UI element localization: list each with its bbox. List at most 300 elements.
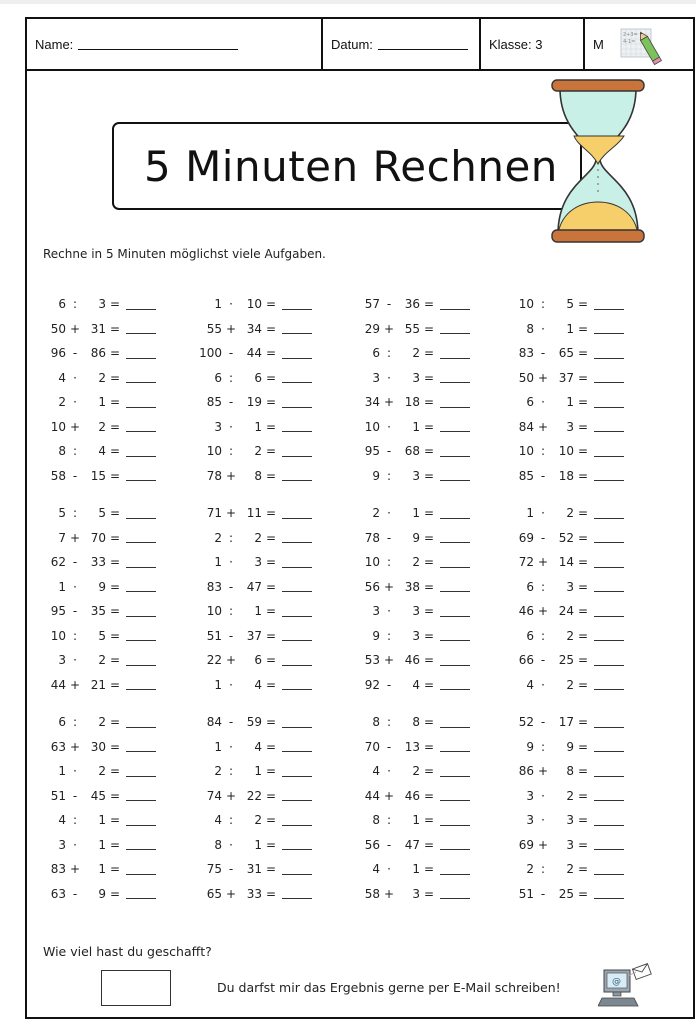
problem-row xyxy=(196,439,356,464)
answer-blank[interactable] xyxy=(126,888,156,899)
answer-blank[interactable] xyxy=(282,741,312,752)
operator: - xyxy=(228,715,234,730)
operand-b: 3 xyxy=(412,604,420,619)
operator: · xyxy=(387,604,391,619)
operand-b: 2 xyxy=(254,444,262,459)
operand-b: 1 xyxy=(98,837,106,852)
answer-blank[interactable] xyxy=(594,655,624,666)
operand-b: 2 xyxy=(98,764,106,779)
operand-b: 1 xyxy=(412,419,420,434)
answer-blank[interactable] xyxy=(594,446,624,457)
problem-row xyxy=(196,735,356,760)
operand-b: 2 xyxy=(566,788,574,803)
operand-b: 31 xyxy=(246,862,262,877)
operand-b: 24 xyxy=(558,604,574,619)
operator: : xyxy=(386,346,392,361)
answer-blank[interactable] xyxy=(282,397,312,408)
operand-a: 84 xyxy=(206,715,222,730)
operator: + xyxy=(537,764,549,779)
operator: · xyxy=(73,653,77,668)
problem-row xyxy=(354,501,514,526)
equals-sign: = xyxy=(423,395,435,410)
answer-blank[interactable] xyxy=(440,299,470,310)
answer-blank[interactable] xyxy=(282,839,312,850)
problem-row xyxy=(40,464,200,489)
equals-sign: = xyxy=(577,530,589,545)
answer-blank[interactable] xyxy=(126,397,156,408)
operand-a: 58 xyxy=(364,886,380,901)
operand-a: 83 xyxy=(206,579,222,594)
answer-blank[interactable] xyxy=(126,630,156,641)
equals-sign: = xyxy=(265,395,277,410)
operand-a: 95 xyxy=(364,444,380,459)
answer-blank[interactable] xyxy=(594,508,624,519)
operand-a: 10 xyxy=(206,604,222,619)
equals-sign: = xyxy=(109,395,121,410)
score-question: Wie viel hast du geschafft? xyxy=(43,944,212,959)
answer-blank[interactable] xyxy=(440,790,470,801)
answer-blank[interactable] xyxy=(594,888,624,899)
equals-sign: = xyxy=(265,468,277,483)
answer-blank[interactable] xyxy=(126,679,156,690)
operand-b: 45 xyxy=(90,788,106,803)
equals-sign: = xyxy=(577,370,589,385)
operand-a: 6 xyxy=(526,579,534,594)
answer-blank[interactable] xyxy=(440,741,470,752)
operand-b: 2 xyxy=(566,862,574,877)
answer-blank[interactable] xyxy=(282,581,312,592)
problem-row xyxy=(40,575,200,600)
problem-row xyxy=(354,550,514,575)
equals-sign: = xyxy=(577,419,589,434)
equals-sign: = xyxy=(423,813,435,828)
equals-sign: = xyxy=(577,739,589,754)
problem-row xyxy=(196,415,356,440)
problem-row xyxy=(354,575,514,600)
answer-blank[interactable] xyxy=(282,446,312,457)
answer-blank[interactable] xyxy=(594,557,624,568)
operand-a: 10 xyxy=(50,628,66,643)
answer-blank[interactable] xyxy=(594,348,624,359)
operator: : xyxy=(228,530,234,545)
answer-blank[interactable] xyxy=(282,679,312,690)
operand-a: 84 xyxy=(518,419,534,434)
equals-sign: = xyxy=(577,764,589,779)
equals-sign: = xyxy=(265,419,277,434)
problem-row xyxy=(196,366,356,391)
operand-b: 5 xyxy=(566,297,574,312)
equals-sign: = xyxy=(265,813,277,828)
equals-sign: = xyxy=(577,628,589,643)
svg-text:4-1=: 4-1= xyxy=(623,39,636,45)
operand-b: 2 xyxy=(98,653,106,668)
operand-a: 10 xyxy=(364,555,380,570)
answer-blank[interactable] xyxy=(440,679,470,690)
operator: + xyxy=(225,788,237,803)
operand-a: 83 xyxy=(50,862,66,877)
answer-blank[interactable] xyxy=(126,470,156,481)
operand-a: 3 xyxy=(526,813,534,828)
equals-sign: = xyxy=(423,653,435,668)
operator: : xyxy=(540,444,546,459)
operand-a: 1 xyxy=(214,297,222,312)
date-field[interactable] xyxy=(378,38,468,50)
answer-blank[interactable] xyxy=(440,815,470,826)
operator: + xyxy=(69,739,81,754)
problem-column xyxy=(40,292,200,488)
answer-blank[interactable] xyxy=(440,888,470,899)
equals-sign: = xyxy=(577,813,589,828)
answer-blank[interactable] xyxy=(282,348,312,359)
answer-blank[interactable] xyxy=(282,790,312,801)
operator: · xyxy=(229,837,233,852)
answer-blank[interactable] xyxy=(126,372,156,383)
answer-blank[interactable] xyxy=(126,655,156,666)
equals-sign: = xyxy=(109,321,121,336)
answer-blank[interactable] xyxy=(126,421,156,432)
equals-sign: = xyxy=(109,555,121,570)
operator: · xyxy=(73,764,77,779)
operand-b: 14 xyxy=(558,555,574,570)
answer-blank[interactable] xyxy=(126,741,156,752)
answer-blank[interactable] xyxy=(126,815,156,826)
operator: · xyxy=(387,764,391,779)
operand-b: 1 xyxy=(98,813,106,828)
equals-sign: = xyxy=(423,555,435,570)
equals-sign: = xyxy=(423,444,435,459)
equals-sign: = xyxy=(265,604,277,619)
operand-b: 1 xyxy=(566,395,574,410)
equals-sign: = xyxy=(109,715,121,730)
answer-blank[interactable] xyxy=(440,397,470,408)
answer-blank[interactable] xyxy=(126,839,156,850)
operator: · xyxy=(229,555,233,570)
operand-b: 1 xyxy=(412,862,420,877)
answer-blank[interactable] xyxy=(594,421,624,432)
problem-row xyxy=(40,833,200,858)
operand-b: 1 xyxy=(566,321,574,336)
operand-b: 1 xyxy=(412,813,420,828)
operand-a: 6 xyxy=(526,395,534,410)
answer-blank[interactable] xyxy=(440,717,470,728)
operand-a: 46 xyxy=(518,604,534,619)
operator: : xyxy=(386,813,392,828)
answer-blank[interactable] xyxy=(440,864,470,875)
problem-row xyxy=(196,464,356,489)
equals-sign: = xyxy=(109,346,121,361)
answer-blank[interactable] xyxy=(594,679,624,690)
operator: - xyxy=(540,886,546,901)
answer-blank[interactable] xyxy=(440,532,470,543)
operand-a: 85 xyxy=(518,468,534,483)
answer-blank[interactable] xyxy=(282,888,312,899)
answer-blank[interactable] xyxy=(594,815,624,826)
operator: : xyxy=(386,555,392,570)
svg-text:@: @ xyxy=(612,977,621,987)
operand-a: 66 xyxy=(518,653,534,668)
operand-b: 2 xyxy=(254,813,262,828)
equals-sign: = xyxy=(109,813,121,828)
answer-blank[interactable] xyxy=(126,606,156,617)
answer-blank[interactable] xyxy=(282,470,312,481)
operator: : xyxy=(72,506,78,521)
operator: : xyxy=(72,715,78,730)
answer-blank[interactable] xyxy=(282,717,312,728)
operand-b: 2 xyxy=(98,419,106,434)
answer-blank[interactable] xyxy=(594,766,624,777)
answer-blank[interactable] xyxy=(440,606,470,617)
answer-blank[interactable] xyxy=(594,581,624,592)
operand-a: 78 xyxy=(206,468,222,483)
answer-blank[interactable] xyxy=(440,655,470,666)
equals-sign: = xyxy=(577,653,589,668)
answer-blank[interactable] xyxy=(440,581,470,592)
answer-blank[interactable] xyxy=(594,323,624,334)
operand-b: 3 xyxy=(566,579,574,594)
answer-blank[interactable] xyxy=(126,557,156,568)
operand-b: 2 xyxy=(412,555,420,570)
answer-blank[interactable] xyxy=(594,864,624,875)
answer-blank[interactable] xyxy=(282,630,312,641)
operand-b: 1 xyxy=(98,862,106,877)
operand-b: 13 xyxy=(404,739,420,754)
problem-row xyxy=(196,648,356,673)
answer-blank[interactable] xyxy=(594,717,624,728)
answer-blank[interactable] xyxy=(440,766,470,777)
answer-blank[interactable] xyxy=(282,508,312,519)
equals-sign: = xyxy=(265,715,277,730)
operator: + xyxy=(537,555,549,570)
operator: - xyxy=(72,468,78,483)
problem-row xyxy=(508,882,668,907)
operator: + xyxy=(225,886,237,901)
operand-a: 2 xyxy=(372,506,380,521)
equals-sign: = xyxy=(577,321,589,336)
date-label: Datum: xyxy=(331,36,373,52)
operator: · xyxy=(541,395,545,410)
answer-blank[interactable] xyxy=(282,557,312,568)
answer-blank[interactable] xyxy=(126,446,156,457)
hourglass-icon xyxy=(548,74,648,246)
problem-row xyxy=(354,735,514,760)
operator: + xyxy=(383,395,395,410)
answer-blank[interactable] xyxy=(594,397,624,408)
equals-sign: = xyxy=(265,444,277,459)
operand-a: 53 xyxy=(364,653,380,668)
answer-blank[interactable] xyxy=(594,470,624,481)
operator: · xyxy=(229,677,233,692)
operand-a: 10 xyxy=(206,444,222,459)
answer-blank[interactable] xyxy=(440,470,470,481)
problem-row xyxy=(354,292,514,317)
operand-b: 3 xyxy=(566,813,574,828)
operand-a: 8 xyxy=(58,444,66,459)
problem-row xyxy=(196,550,356,575)
operator: + xyxy=(69,862,81,877)
equals-sign: = xyxy=(577,886,589,901)
answer-blank[interactable] xyxy=(126,864,156,875)
operand-a: 63 xyxy=(50,886,66,901)
problem-row xyxy=(196,882,356,907)
problem-row xyxy=(196,390,356,415)
equals-sign: = xyxy=(423,370,435,385)
operand-a: 52 xyxy=(518,715,534,730)
equals-sign: = xyxy=(265,628,277,643)
answer-blank[interactable] xyxy=(594,532,624,543)
answer-blank[interactable] xyxy=(594,299,624,310)
operator: : xyxy=(228,444,234,459)
equals-sign: = xyxy=(109,788,121,803)
operator: : xyxy=(72,813,78,828)
answer-blank[interactable] xyxy=(282,299,312,310)
answer-blank[interactable] xyxy=(440,557,470,568)
equals-sign: = xyxy=(265,677,277,692)
operand-a: 51 xyxy=(206,628,222,643)
answer-blank[interactable] xyxy=(126,717,156,728)
operand-a: 63 xyxy=(50,739,66,754)
operand-b: 25 xyxy=(558,653,574,668)
answer-blank[interactable] xyxy=(594,630,624,641)
operator: + xyxy=(69,530,81,545)
answer-blank[interactable] xyxy=(282,421,312,432)
operand-b: 47 xyxy=(404,837,420,852)
problem-row xyxy=(508,526,668,551)
equals-sign: = xyxy=(423,628,435,643)
operand-a: 4 xyxy=(372,764,380,779)
problem-row xyxy=(508,648,668,673)
operator: : xyxy=(540,579,546,594)
answer-blank[interactable] xyxy=(282,532,312,543)
operator: - xyxy=(540,653,546,668)
operator: · xyxy=(229,739,233,754)
answer-blank[interactable] xyxy=(440,372,470,383)
answer-blank[interactable] xyxy=(440,421,470,432)
answer-blank[interactable] xyxy=(282,864,312,875)
answer-blank[interactable] xyxy=(282,606,312,617)
operand-b: 46 xyxy=(404,788,420,803)
answer-blank[interactable] xyxy=(594,790,624,801)
operand-a: 2 xyxy=(214,530,222,545)
answer-blank[interactable] xyxy=(126,299,156,310)
operator: · xyxy=(229,297,233,312)
equals-sign: = xyxy=(109,530,121,545)
equals-sign: = xyxy=(265,788,277,803)
answer-blank[interactable] xyxy=(126,508,156,519)
problem-row xyxy=(508,808,668,833)
operator: - xyxy=(72,555,78,570)
answer-blank[interactable] xyxy=(126,766,156,777)
problem-row xyxy=(508,415,668,440)
problem-row xyxy=(354,784,514,809)
operand-b: 9 xyxy=(98,579,106,594)
answer-blank[interactable] xyxy=(126,323,156,334)
answer-blank[interactable] xyxy=(594,372,624,383)
equals-sign: = xyxy=(577,444,589,459)
operand-b: 2 xyxy=(98,715,106,730)
operator: - xyxy=(540,468,546,483)
equals-sign: = xyxy=(109,297,121,312)
answer-blank[interactable] xyxy=(594,839,624,850)
operator: - xyxy=(386,837,392,852)
score-box[interactable] xyxy=(101,970,171,1006)
operator: : xyxy=(540,739,546,754)
operand-b: 15 xyxy=(90,468,106,483)
problem-row xyxy=(354,710,514,735)
operator: - xyxy=(228,579,234,594)
equals-sign: = xyxy=(423,677,435,692)
operator: + xyxy=(69,677,81,692)
answer-blank[interactable] xyxy=(440,348,470,359)
name-cell xyxy=(27,19,323,69)
answer-blank[interactable] xyxy=(440,630,470,641)
operand-b: 11 xyxy=(246,506,262,521)
problem-row xyxy=(196,624,356,649)
operator: - xyxy=(72,886,78,901)
operand-b: 33 xyxy=(90,555,106,570)
operand-a: 29 xyxy=(364,321,380,336)
operand-b: 19 xyxy=(246,395,262,410)
answer-blank[interactable] xyxy=(594,741,624,752)
operator: : xyxy=(228,764,234,779)
problem-row xyxy=(40,415,200,440)
problem-row xyxy=(354,673,514,698)
operand-b: 1 xyxy=(254,604,262,619)
equals-sign: = xyxy=(109,604,121,619)
answer-blank[interactable] xyxy=(282,372,312,383)
operator: - xyxy=(228,395,234,410)
operand-b: 34 xyxy=(246,321,262,336)
operand-a: 5 xyxy=(58,506,66,521)
answer-blank[interactable] xyxy=(126,532,156,543)
equals-sign: = xyxy=(109,837,121,852)
header-table xyxy=(25,17,695,71)
answer-blank[interactable] xyxy=(440,446,470,457)
problem-row xyxy=(196,710,356,735)
operator: - xyxy=(72,604,78,619)
operator: + xyxy=(225,468,237,483)
problem-row xyxy=(196,341,356,366)
equals-sign: = xyxy=(423,297,435,312)
operand-b: 22 xyxy=(246,788,262,803)
operand-a: 3 xyxy=(372,370,380,385)
equals-sign: = xyxy=(423,506,435,521)
answer-blank[interactable] xyxy=(126,581,156,592)
operator: - xyxy=(386,739,392,754)
operand-a: 57 xyxy=(364,297,380,312)
operand-b: 33 xyxy=(246,886,262,901)
operand-b: 36 xyxy=(404,297,420,312)
answer-blank[interactable] xyxy=(282,323,312,334)
problem-row xyxy=(354,599,514,624)
answer-blank[interactable] xyxy=(440,323,470,334)
answer-blank[interactable] xyxy=(440,508,470,519)
answer-blank[interactable] xyxy=(440,839,470,850)
operand-a: 96 xyxy=(50,346,66,361)
problem-row xyxy=(40,439,200,464)
operand-a: 8 xyxy=(372,813,380,828)
answer-blank[interactable] xyxy=(282,815,312,826)
answer-blank[interactable] xyxy=(282,766,312,777)
answer-blank[interactable] xyxy=(126,348,156,359)
operator: : xyxy=(72,297,78,312)
operand-a: 58 xyxy=(50,468,66,483)
name-field[interactable] xyxy=(78,38,238,50)
operand-b: 3 xyxy=(412,370,420,385)
answer-blank[interactable] xyxy=(594,606,624,617)
answer-blank[interactable] xyxy=(282,655,312,666)
answer-blank[interactable] xyxy=(126,790,156,801)
operand-b: 35 xyxy=(90,604,106,619)
